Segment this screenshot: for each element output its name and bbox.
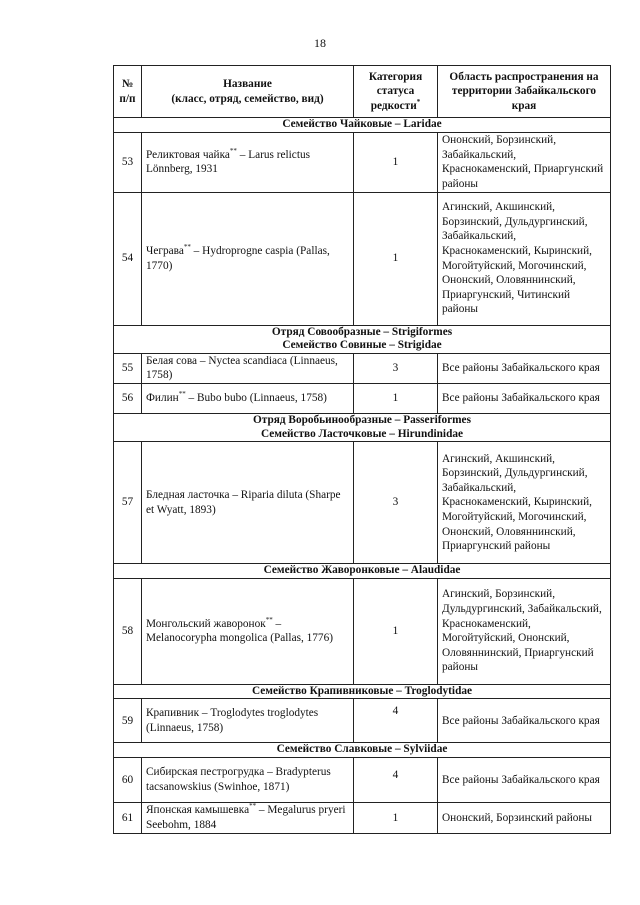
rarity-category: 3 [354, 353, 438, 383]
table-row [114, 578, 611, 684]
distribution-area: Все районы Забайкальского края [438, 353, 611, 383]
species-name: Монгольский жаворонок** – Melanocorypha mongolica (Pallas, 1776) [142, 578, 354, 684]
table-row [114, 442, 611, 564]
group-row [114, 564, 611, 579]
rarity-category: 1 [354, 132, 438, 192]
rarity-category: 1 [354, 192, 438, 325]
row-number: 56 [114, 383, 142, 413]
table-row [114, 353, 611, 383]
table-row [114, 802, 611, 833]
table-row [114, 132, 611, 192]
distribution-area: Агинский, Акшинский, Борзинский, Дульдургинский, Забайкальский, Краснокаменский, Кыринский, Могойтуйский, Могочинский, Ононский, Оловяннинский, Приаргунский районы [438, 442, 611, 564]
distribution-area: Все районы Забайкальского края [438, 699, 611, 743]
row-number: 55 [114, 353, 142, 383]
species-name: Белая сова – Nyctea scandiaca (Linnaeus, 1758) [142, 353, 354, 383]
group-row [114, 684, 611, 699]
row-number: 59 [114, 699, 142, 743]
order-strigiformes: Отряд Совообразные – Strigiformes Семейство Совиные – Strigidae [114, 325, 611, 353]
row-number: 60 [114, 757, 142, 802]
species-name: Реликтовая чайка** – Larus relictus Lönnberg, 1931 [142, 132, 354, 192]
family-alaudidae: Семейство Жаворонковые – Alaudidae [114, 564, 611, 579]
rarity-category: 3 [354, 442, 438, 564]
rarity-category: 1 [354, 578, 438, 684]
distribution-area: Ононский, Борзинский, Забайкальский, Краснокаменский, Приаргунский районы [438, 132, 611, 192]
row-number: 58 [114, 578, 142, 684]
species-name: Сибирская пестрогрудка – Bradypterus tacsanowskius (Swinhoe, 1871) [142, 757, 354, 802]
row-number: 53 [114, 132, 142, 192]
group-row [114, 118, 611, 133]
order-passeriformes: Отряд Воробьинообразные – Passeriformes Семейство Ласточковые – Hirundinidae [114, 413, 611, 441]
species-table [113, 65, 611, 834]
species-name: Японская камышевка** – Megalurus pryeri Seebohm, 1884 [142, 802, 354, 833]
table-row [114, 699, 611, 743]
table-header-row [114, 66, 611, 118]
row-number: 54 [114, 192, 142, 325]
row-number: 57 [114, 442, 142, 564]
distribution-area: Агинский, Акшинский, Борзинский, Дульдургинский, Забайкальский, Краснокаменский, Кыринский, Могойтуйский, Могочинский, Ононский, Оловяннинский, Приаргунский, Читинский районы [438, 192, 611, 325]
species-name: Филин** – Bubo bubo (Linnaeus, 1758) [142, 383, 354, 413]
header-area: Область распространения на территории Забайкальского края [438, 66, 611, 118]
species-name: Чеграва** – Hydroprogne caspia (Pallas, 1770) [142, 192, 354, 325]
group-row [114, 413, 611, 441]
group-row [114, 325, 611, 353]
family-troglodytidae: Семейство Крапивниковые – Troglodytidae [114, 684, 611, 699]
species-name: Крапивник – Troglodytes troglodytes (Linnaeus, 1758) [142, 699, 354, 743]
family-sylviidae: Семейство Славковые – Sylviidae [114, 743, 611, 758]
family-laridae: Семейство Чайковые – Laridae [114, 118, 611, 133]
rarity-category: 1 [354, 802, 438, 833]
row-number: 61 [114, 802, 142, 833]
rarity-category: 4 [354, 699, 438, 743]
distribution-area: Все районы Забайкальского края [438, 757, 611, 802]
species-name: Бледная ласточка – Riparia diluta (Sharpe et Wyatt, 1893) [142, 442, 354, 564]
table-row [114, 192, 611, 325]
rarity-category: 4 [354, 757, 438, 802]
group-row [114, 743, 611, 758]
page-number: 18 [314, 36, 326, 50]
table-row [114, 383, 611, 413]
table-row [114, 757, 611, 802]
distribution-area: Все районы Забайкальского края [438, 383, 611, 413]
header-name: Название (класс, отряд, семейство, вид) [142, 66, 354, 118]
rarity-category: 1 [354, 383, 438, 413]
header-number: № п/п [114, 66, 142, 118]
distribution-area: Ононский, Борзинский районы [438, 802, 611, 833]
distribution-area: Агинский, Борзинский, Дульдургинский, Забайкальский, Краснокаменский, Могойтуйский, Ононский, Оловяннинский, Приаргунский районы [438, 578, 611, 684]
header-category: Категория статуса редкости* [354, 66, 438, 118]
